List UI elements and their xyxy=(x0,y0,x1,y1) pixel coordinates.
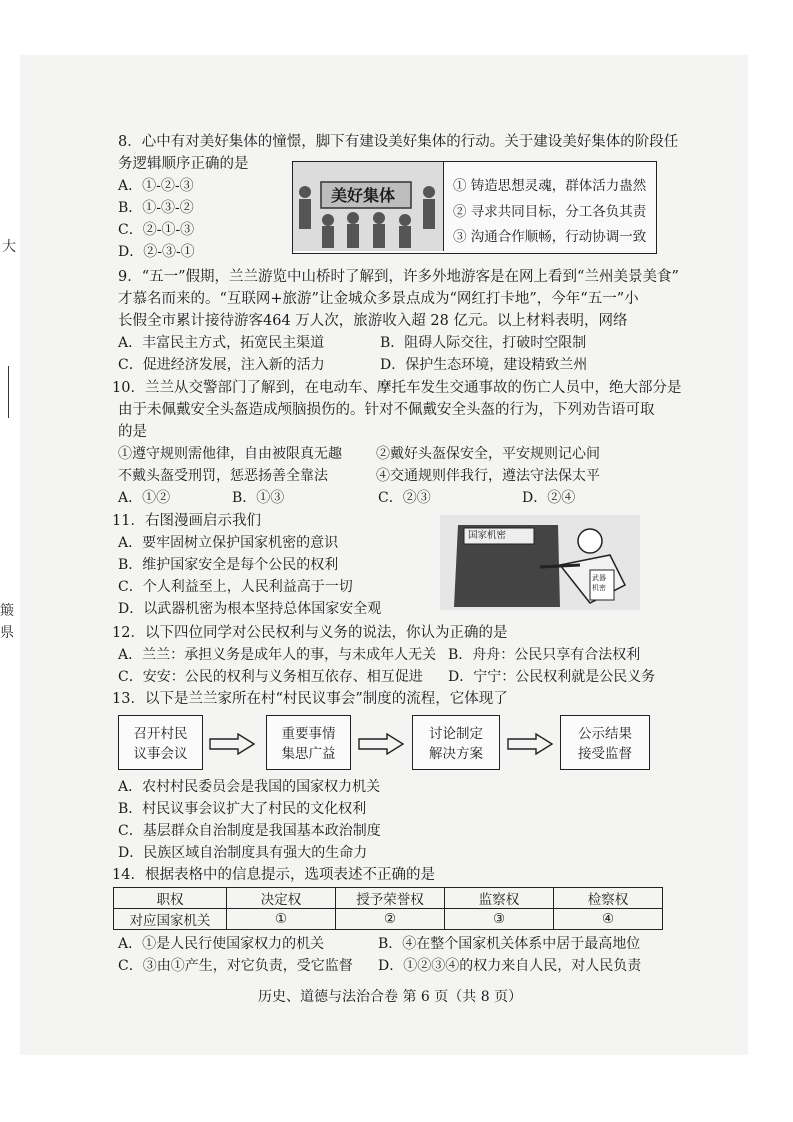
q10-slogan-1: ①遵守规则需他律，自由被限真无趣 xyxy=(118,446,342,462)
q10-slogan-4: ④交通规则伴我行，遵法守法保太平 xyxy=(376,468,600,484)
q13-option-b: B．村民议事会议扩大了村民的文化权利 xyxy=(118,801,367,817)
q10-stem-cont: 由于未佩戴安全头盔造成颅脑损伤的。针对不佩戴安全头盔的行为，下列劝告语可取 xyxy=(118,402,655,418)
q13-option-c: C．基层群众自治制度是我国基本政治制度 xyxy=(118,823,381,839)
q11-option-a: A．要牢固树立保护国家机密的意识 xyxy=(118,535,339,551)
q9-stem-cont: 长假全市累计接待游客464 万人次，旅游收入超 28 亿元。以上材料表明，网络 xyxy=(118,313,628,329)
q9-stem: 9．“五一”假期，兰兰游览中山桥时了解到，许多外地游客是在网上看到“兰州美景美食” xyxy=(118,269,679,285)
q11-option-b: B．维护国家安全是每个公民的权利 xyxy=(118,557,339,573)
q8-stem-cont: 务逻辑顺序正确的是 xyxy=(118,156,249,172)
q10-option-a: A．①② xyxy=(118,490,171,506)
q10-stem-cont: 的是 xyxy=(118,424,147,440)
table-header: 监察权 xyxy=(445,888,554,909)
q9-option-a: A．丰富民主方式，拓宽民主渠道 xyxy=(118,335,325,351)
table-cell: ③ xyxy=(445,909,554,930)
group-illustration xyxy=(293,162,443,251)
flow-step-3 xyxy=(412,715,500,770)
q12-option-d: D．宁宁：公民权利就是公民义务 xyxy=(448,669,656,685)
flow-step-4-line1: 公示结果 xyxy=(578,726,632,742)
q10-slogan-2: ②戴好头盔保安全，平安规则记心间 xyxy=(376,446,600,462)
cartoon-label: 国家机密 xyxy=(468,530,507,541)
flow-arrow-icon xyxy=(506,733,554,755)
step-3: ③ 沟通合作顺畅，行动协调一致 xyxy=(453,229,647,245)
q8-option-b: B．①-③-② xyxy=(118,200,194,216)
q10-option-c: C．②③ xyxy=(378,490,431,506)
margin-fragment: 簸 xyxy=(0,603,14,619)
q8-option-a: A．①-②-③ xyxy=(118,178,194,194)
table-header-row xyxy=(114,888,663,909)
flow-step-4-line2: 接受监督 xyxy=(578,746,632,762)
table-header: 检察权 xyxy=(554,888,663,909)
flow-step-3-line1: 讨论制定 xyxy=(429,726,483,742)
q9-option-d: D．保护生态环境，建设精致兰州 xyxy=(380,357,588,373)
q14-option-a: A．①是人民行使国家权力的机关 xyxy=(118,936,325,952)
q14-option-c: C．③由①产生，对它负责，受它监督 xyxy=(118,958,353,974)
q10-slogan-3: 不戴头盔受刑罚，惩恶扬善全靠法 xyxy=(118,468,328,484)
cartoon-tag: 武器机密 xyxy=(592,574,606,592)
q14-option-d: D．①②③④的权力来自人民，对人民负责 xyxy=(378,958,642,974)
divider xyxy=(443,162,444,251)
q10-option-b: B．①③ xyxy=(232,490,285,506)
q10-stem: 10．兰兰从交警部门了解到，在电动车、摩托车发生交通事故的伤亡人员中，绝大部分是 xyxy=(112,380,682,396)
table-cell: ② xyxy=(336,909,445,930)
table-cell: ① xyxy=(227,909,336,930)
flow-arrow-icon xyxy=(357,733,405,755)
q14-option-b: B．④在整个国家机关体系中居于最高地位 xyxy=(378,936,641,952)
flow-step-1 xyxy=(118,715,203,770)
table-header: 决定权 xyxy=(227,888,336,909)
q11-option-d: D．以武器机密为根本坚持总体国家安全观 xyxy=(118,601,382,617)
q8-option-c: C．②-①-③ xyxy=(118,222,195,238)
q13-option-d: D．民族区域自治制度具有强大的生命力 xyxy=(118,845,368,861)
q9-option-c: C．促进经济发展，注入新的活力 xyxy=(118,357,325,373)
q12-stem: 12．以下四位同学对公民权利与义务的说法，你认为正确的是 xyxy=(112,625,508,641)
table-header: 职权 xyxy=(114,888,227,909)
page-footer: 历史、道德与法治合卷 第 6 页（共 8 页） xyxy=(258,989,523,1005)
q12-option-c: C．安安：公民的权利与义务相互依存、相互促进 xyxy=(118,669,423,685)
flow-step-4 xyxy=(560,715,650,770)
q11-stem: 11．右图漫画启示我们 xyxy=(112,513,261,529)
flow-step-1-line1: 召开村民 xyxy=(133,726,188,742)
q10-option-d: D．②④ xyxy=(522,490,576,506)
table-cell: 对应国家机关 xyxy=(114,909,227,930)
flow-step-3-line2: 解决方案 xyxy=(429,746,483,762)
q14-table xyxy=(113,887,663,930)
flow-arrow-icon xyxy=(208,733,256,755)
banner-label: 美好集体 xyxy=(331,186,396,205)
q8-figure xyxy=(292,161,657,254)
q14-stem: 14．根据表格中的信息提示，选项表述不正确的是 xyxy=(112,867,435,883)
q13-stem: 13．以下是兰兰家所在村“村民议事会”制度的流程，它体现了 xyxy=(112,691,508,707)
margin-fragment: 大 xyxy=(2,239,16,255)
flow-step-2-line2: 集思广益 xyxy=(281,746,336,762)
q11-cartoon xyxy=(440,515,640,610)
q9-option-b: B．阻碍人际交往，打破时空限制 xyxy=(380,335,587,351)
step-2: ② 寻求共同目标，分工各负其责 xyxy=(453,204,647,220)
flow-step-2-line1: 重要事情 xyxy=(281,726,336,742)
q13-option-a: A．农村村民委员会是我国的国家权力机关 xyxy=(118,779,381,795)
q12-option-a: A．兰兰：承担义务是成年人的事，与未成年人无关 xyxy=(118,647,437,663)
margin-mark xyxy=(0,366,9,418)
flow-step-1-line2: 议事会议 xyxy=(133,746,188,762)
q12-option-b: B．舟舟：公民只享有合法权利 xyxy=(448,647,641,663)
margin-fragment: 県 xyxy=(0,625,14,641)
flow-step-2 xyxy=(266,715,351,770)
q8-stem: 8．心中有对美好集体的憧憬，脚下有建设美好集体的行动。关于建设美好集体的阶段任 xyxy=(118,134,679,150)
table-header: 授予荣誉权 xyxy=(336,888,445,909)
table-cell: ④ xyxy=(554,909,663,930)
step-1: ① 铸造思想灵魂，群体活力蛊然 xyxy=(453,178,647,194)
table-row xyxy=(114,909,663,930)
q11-option-c: C．个人利益至上，人民利益高于一切 xyxy=(118,579,353,595)
q9-stem-cont: 才慕名而来的。“互联网+旅游”让金城众多景点成为“网红打卡地”，今年“五一”小 xyxy=(118,291,639,307)
q8-option-d: D．②-③-① xyxy=(118,244,195,260)
